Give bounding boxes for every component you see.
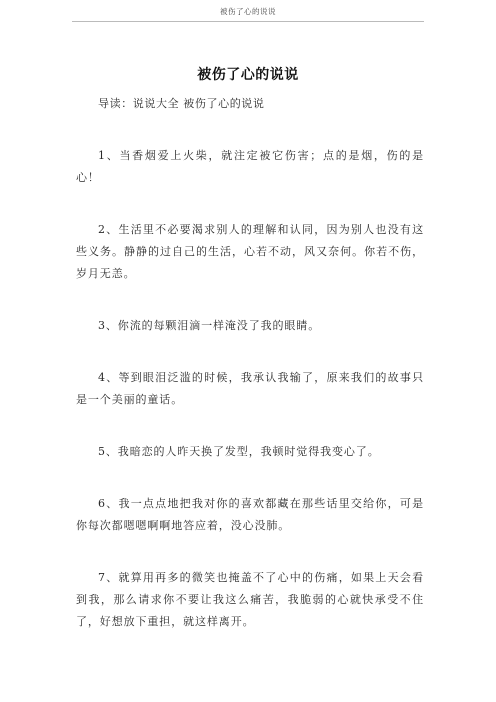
paragraph-5: 5、我暗恋的人昨天换了发型，我顿时觉得我变心了。 bbox=[98, 445, 380, 458]
document-body bbox=[76, 93, 424, 633]
paragraph-3: 3、你流的每颗泪滴一样淹没了我的眼睛。 bbox=[98, 319, 321, 332]
paragraph-6: 6、我一点点地把我对你的喜欢都藏在那些话里交给你，可是你每次都嗯嗯啊啊地答应着，没心没肺。 bbox=[76, 497, 424, 532]
intro-line: 导读：说说大全 被伤了心的说说 bbox=[98, 97, 265, 110]
paragraph-1: 1、当香烟爱上火柴，就注定被它伤害；点的是烟，伤的是心！ bbox=[76, 149, 424, 184]
paragraph-2: 2、生活里不必要渴求别人的理解和认同，因为别人也没有这些义务。静静的过自己的生活，心若不动，风又奈何。你若不伤，岁月无恙。 bbox=[76, 223, 424, 280]
document-title: 被伤了心的说说 bbox=[197, 67, 299, 83]
running-header: 被伤了心的说说 bbox=[220, 7, 276, 16]
paragraph-7: 7、就算用再多的微笑也掩盖不了心中的伤痛，如果上天会看到我，那么请求你不要让我这么痛苦，我脆弱的心就快承受不住了，好想放下重担，就这样离开。 bbox=[76, 571, 424, 628]
header-divider bbox=[72, 21, 424, 22]
paragraph-4: 4、等到眼泪泛滥的时候，我承认我输了，原来我们的故事只是一个美丽的童话。 bbox=[76, 371, 424, 406]
